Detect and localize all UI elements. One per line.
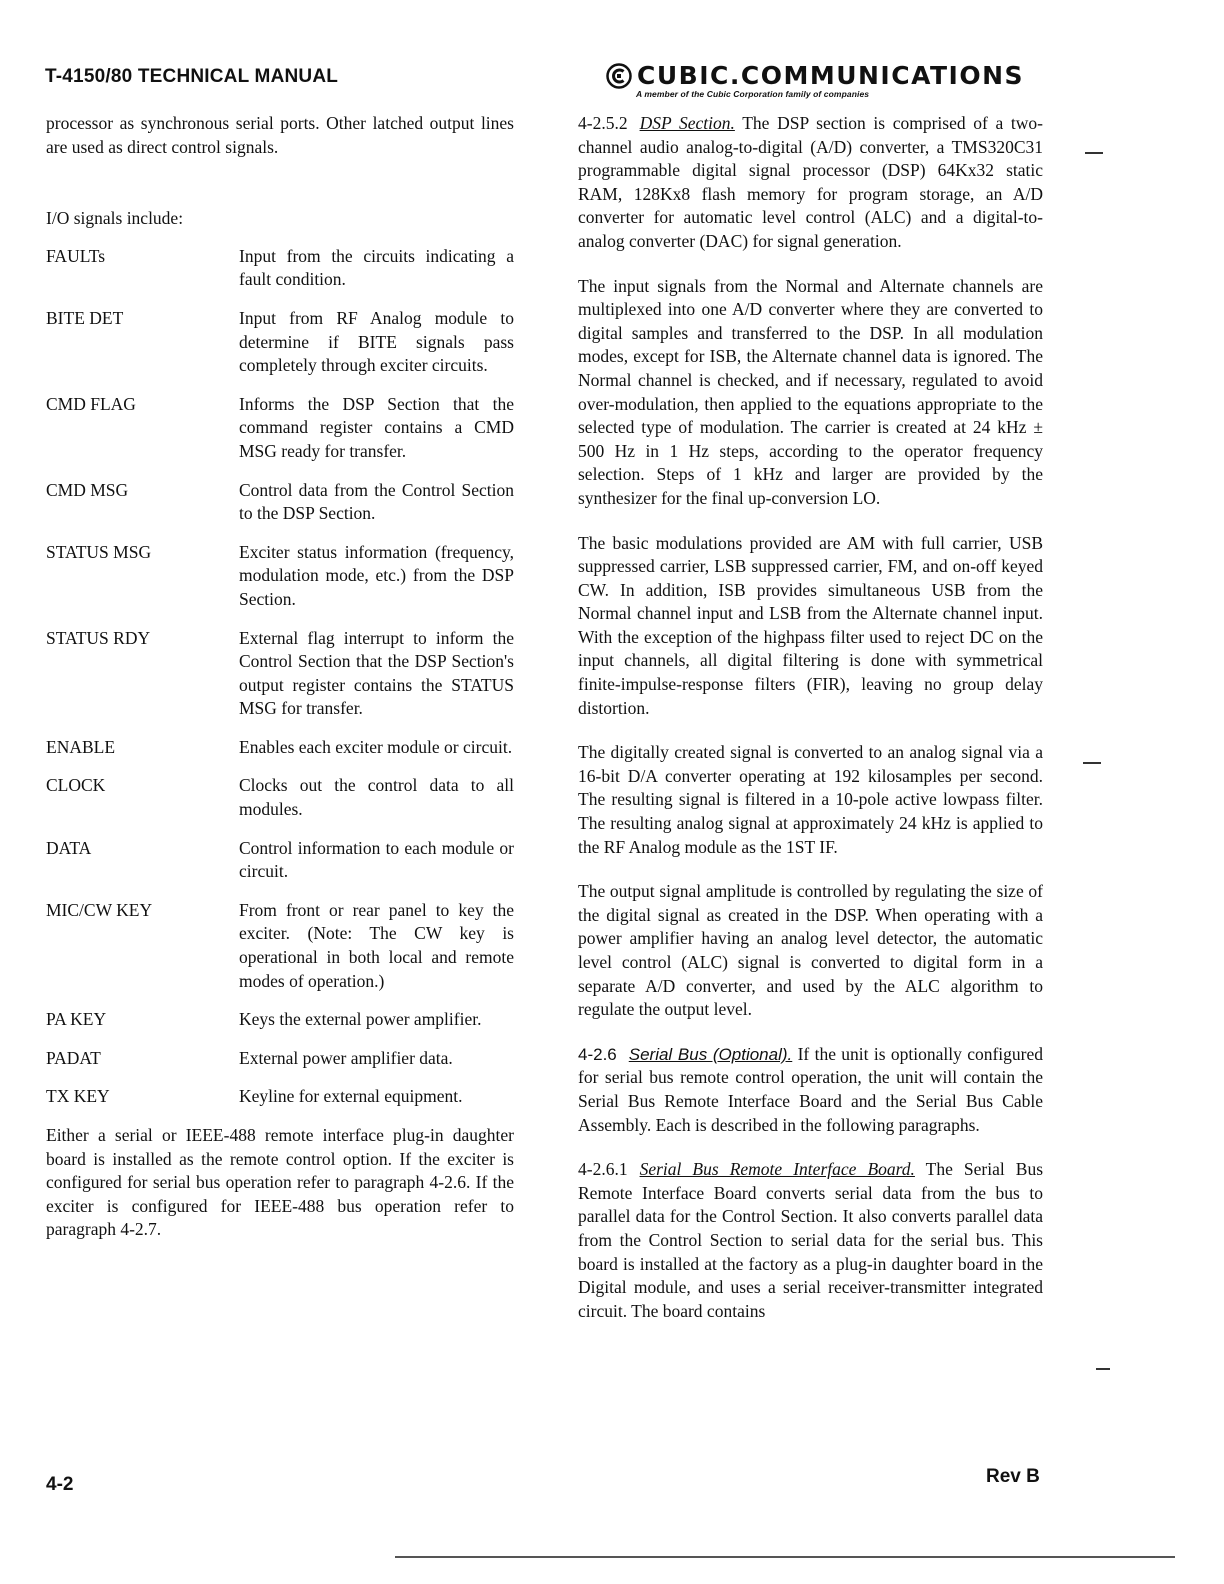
dsp-conversion-paragraph: The digitally created signal is converted to an analog signal via a 16-bit D/A converter operating at 192 kilosamples per second. The resulting signal is filtered in a 10-pole active lowpass filter. The resulting analog signal at approximately 24 kHz is applied to the RF Analog module as the 1ST IF. <box>578 742 1043 857</box>
io-signal-description: External power amplifier data. <box>239 1047 453 1068</box>
io-signal-description: Keyline for external equipment. <box>239 1086 463 1107</box>
paragraph-text: The DSP section is comprised of a two-channel audio analog-to-digital (A/D) converter, a TMS320C31 programmable digital signal processor (DSP) 64Kx32 static RAM, 128Kx8 flash memory for program storage, an A/D converter for automatic level control (ALC) and a digital-to-analog converter (DAC) for signal generation. <box>578 113 1043 251</box>
section-title: Serial Bus Remote Interface Board. <box>639 1159 915 1180</box>
io-signal-name: TX KEY <box>46 1086 110 1107</box>
io-signal-description: External flag interrupt to inform the Control Section that the DSP Section's output register contains the STATUS MSG for transfer. <box>239 627 514 719</box>
io-signal-description: Input from the circuits indicating a fault condition. <box>239 245 514 290</box>
intro-paragraph: processor as synchronous serial ports. Other latched output lines are used as direct control signals. <box>46 113 514 157</box>
section-title: Serial Bus (Optional). <box>628 1044 793 1064</box>
io-signal-name: STATUS MSG <box>46 541 152 562</box>
page-number: 4-2 <box>46 1474 74 1495</box>
io-signal-description: Keys the external power amplifier. <box>239 1009 482 1030</box>
dsp-input-paragraph: The input signals from the Normal and Alternate channels are multiplexed into one A/D converter where they are converted to digital samples and transferred to the DSP. In all modulation modes, except for ISB, the Alternate channel data is ignored. The Normal channel is checked, and if necessary, regulated to avoid over-modulation, then applied to the equations appropriate to the selected type of modulation. The carrier is created at 24 kHz ± 500 Hz in 1 Hz steps, according to the operator frequency selection. Steps of 1 kHz and larger are provided by the synthesizer for the final up-conversion LO. <box>578 275 1043 508</box>
margin-mark <box>1096 1368 1110 1370</box>
logo-wordmark: CUBIC.COMMUNICATIONS <box>637 61 1025 90</box>
company-logo <box>606 62 1046 99</box>
cubic-logo-icon <box>606 63 632 89</box>
io-signal-description: Informs the DSP Section that the command register contains a CMD MSG ready for transfer. <box>239 393 514 461</box>
remote-option-paragraph: Either a serial or IEEE-488 remote interface plug-in daughter board is installed as the remote control option. If the exciter is configured for serial bus operation refer to paragraph 4-2.6. If the exciter is configured for IEEE-488 bus operation refer to paragraph 4-2.7. <box>46 1125 514 1240</box>
io-signal-name: PA KEY <box>46 1009 107 1030</box>
margin-mark <box>1085 152 1103 154</box>
io-signal-name: CMD FLAG <box>46 393 136 414</box>
io-signal-name: MIC/CW KEY <box>46 899 153 920</box>
io-signal-row <box>46 479 514 526</box>
dsp-modulation-paragraph: The basic modulations provided are AM with full carrier, USB suppressed carrier, LSB suppressed carrier, FM, and on-off keyed CW. In addition, ISB provides simultaneous USB from the Normal channel input and LSB from the Alternate channel input. With the exception of the highpass filter used to reject DC on the input channels, all digital filtering is done with symmetrical finite-impulse-response filters (FIR), leaving no group delay distortion. <box>578 532 1043 718</box>
io-signal-row <box>46 627 514 721</box>
io-signal-description: Input from RF Analog module to determine if BITE signals pass completely through exciter circuits. <box>239 307 514 376</box>
io-signal-row <box>46 307 514 378</box>
io-signals-heading: I/O signals include: <box>46 208 184 229</box>
section-number: 4-2.6.1 <box>578 1159 628 1180</box>
margin-mark <box>1083 762 1101 764</box>
section-title: DSP Section. <box>639 113 735 133</box>
dsp-section-paragraph <box>578 112 1043 254</box>
left-column <box>46 112 514 1242</box>
io-signal-description: Control data from the Control Section to the DSP Section. <box>239 479 514 524</box>
io-signal-name: FAULTs <box>46 245 106 266</box>
paragraph-text: The Serial Bus Remote Interface Board converts serial data from the bus to parallel data for the Control Section. It also converts parallel data from the Control Section to serial data for the serial bus. This board is installed at the factory as a plug-in daughter board in the Digital module, and uses a serial receiver-transmitter integrated circuit. The board contains <box>578 1159 1043 1321</box>
io-signal-name: CLOCK <box>46 775 106 796</box>
io-signal-row <box>46 1047 514 1071</box>
io-signal-name: CMD MSG <box>46 479 129 500</box>
logo-tagline: A member of the Cubic Corporation family of companies <box>636 89 870 99</box>
section-number: 4-2.6 <box>578 1044 617 1064</box>
page-edge-line <box>395 1556 1175 1558</box>
io-signal-name: BITE DET <box>46 307 124 328</box>
io-signal-name: DATA <box>46 837 92 858</box>
io-signal-row <box>46 774 514 821</box>
io-signals-list <box>46 245 514 1109</box>
io-signal-row <box>46 899 514 993</box>
right-column <box>578 112 1043 1344</box>
io-signal-name: STATUS RDY <box>46 627 151 648</box>
io-signal-row <box>46 1085 514 1109</box>
io-signal-row <box>46 837 514 884</box>
paragraph-text: If the unit is optionally configured for serial bus remote control operation, the unit will contain the Serial Bus Remote Interface Board and the Serial Bus Cable Assembly. Each is described in the following paragraphs. <box>578 1043 1043 1135</box>
io-signal-row <box>46 393 514 464</box>
manual-title: T-4150/80 TECHNICAL MANUAL <box>45 66 339 87</box>
io-signal-name: PADAT <box>46 1047 101 1068</box>
io-signal-description: Clocks out the control data to all modules. <box>239 775 514 820</box>
io-signal-description: Control information to each module or circuit. <box>239 837 514 882</box>
io-signal-row <box>46 541 514 612</box>
io-signal-row <box>46 245 514 292</box>
dsp-output-paragraph: The output signal amplitude is controlled by regulating the size of the digital signal as created in the DSP. When operating with a power amplifier having an analog level detector, the automatic level control (ALC) signal is converted to digital form in a separate A/D converter, and used by the ALC algorithm to regulate the output level. <box>578 881 1043 1020</box>
io-signal-row <box>46 736 514 760</box>
revision-label: Rev B <box>986 1466 1040 1487</box>
io-signal-name: ENABLE <box>46 736 116 757</box>
io-signal-description: Enables each exciter module or circuit. <box>239 736 513 757</box>
io-signal-row <box>46 1008 514 1032</box>
serial-board-paragraph <box>578 1158 1043 1323</box>
io-signal-description: From front or rear panel to key the exciter. (Note: The CW key is operational in both local and remote modes of operation.) <box>239 899 514 991</box>
io-signal-description: Exciter status information (frequency, modulation mode, etc.) from the DSP Section. <box>239 541 514 609</box>
section-number: 4-2.5.2 <box>578 113 628 133</box>
serial-bus-paragraph <box>578 1043 1043 1137</box>
